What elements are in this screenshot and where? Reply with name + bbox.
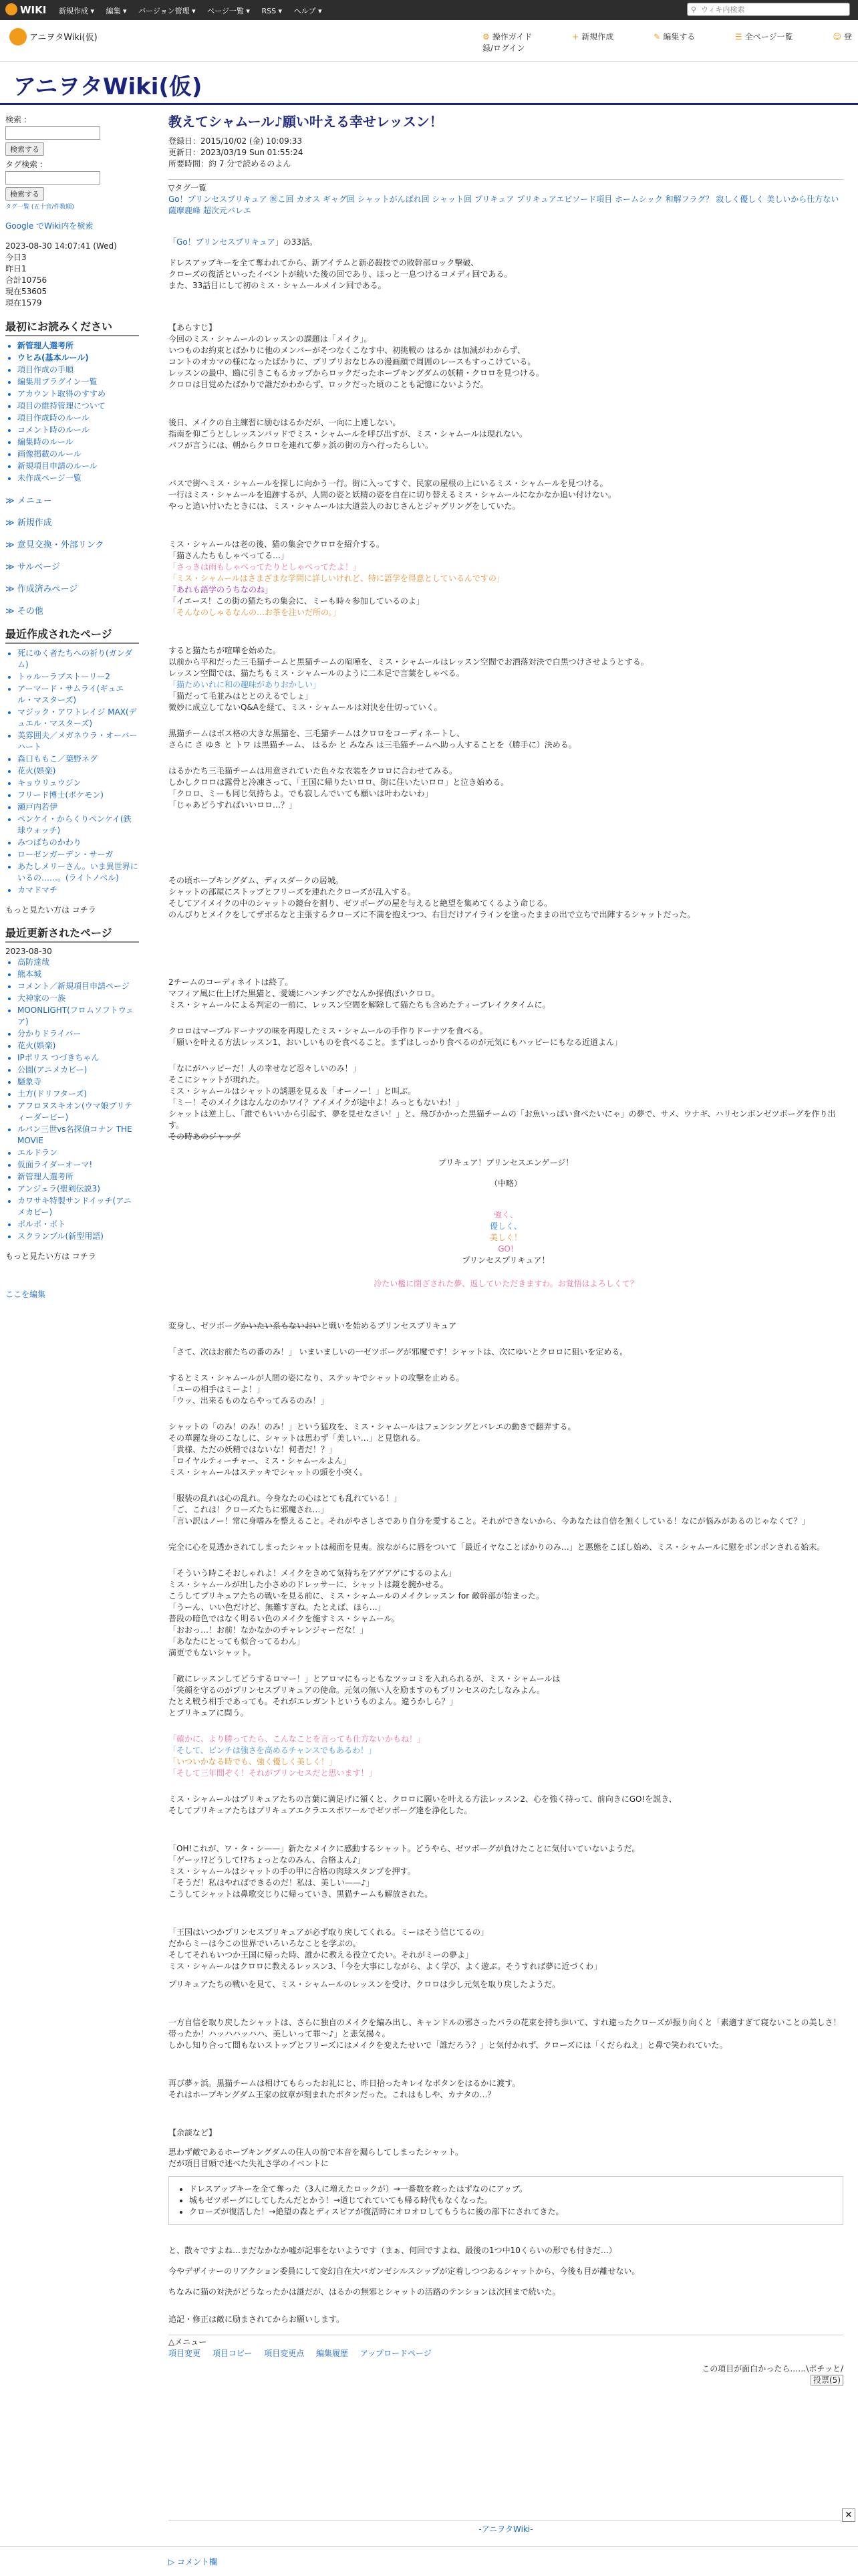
paragraph-line: シャットの部屋にストップとフリーズを連れたクローズが乱入する。 — [168, 887, 416, 897]
paragraph-line: 再び夢ヶ浜。黒猫チームは相けてもらったお礼にと、昨日拾ったキレイなボタンをはるかに渡す。 — [168, 2079, 521, 2088]
comment-bar — [0, 2546, 858, 2576]
intro-line: また、33話目にして初のミス・シャムールメイン回である。 — [168, 281, 386, 290]
list-item[interactable]: • カワサキ特製サンドイッチ(アニメカビー) — [17, 1195, 139, 1218]
intro-line: クローズの復活といったイベントが続いた後の回であり、ほっと一息つけるコメディ回である。 — [168, 269, 513, 279]
paragraph-line: するとミス・シャムールが人間の姿になり、ステッキでシャットの攻撃を止める。 — [168, 1373, 464, 1383]
site-brand[interactable]: アニヲタWiki(仮) — [9, 28, 98, 45]
tag-section — [168, 179, 843, 217]
dialogue-line: 「さっきは雨もしゃべってたりとしゃべってたよ！」 — [168, 562, 362, 572]
list-item[interactable]: • ウヒみ(基本ルール) — [17, 352, 139, 364]
dialogue-line: 「確かに、より勝ってたら、こんなことを言っても仕方ないかもね！」 — [168, 1734, 426, 1744]
list-item[interactable]: • コメント／新規項目申請ページ — [17, 981, 139, 992]
paragraph-line: 黒猫チームはボス格の大きな黒猫を、三毛猫チームはクロロをコーディネートし、 — [168, 729, 465, 738]
paragraph-line: 以前から平和だった三毛猫チームと黒猫チームの喧嘩を、ミス・シャムールはレッスン空間でお洒落対決で白黒つけさせようとする。 — [168, 657, 649, 667]
wiki-logo[interactable]: WIKI — [5, 3, 46, 16]
footer-link-upload[interactable]: アップロードページ — [360, 2349, 432, 2358]
list-item[interactable]: • アカウント取得のすすめ — [17, 388, 139, 400]
transform-line: GO! — [498, 1244, 514, 1254]
dialogue-line: 「おおっ…！お前！なかなかのチャレンジャーだな！」 — [168, 1625, 368, 1635]
paragraph-line: ちなみに猫の対決がどうなったかは謎だが、はるかの無邪とシャットの活路のテンションは次回まで続いた。 — [168, 2287, 561, 2297]
paragraph-line: さらに さ ゆき と トワ は黒猫チーム、 はるか と みなみ は三毛猫チームへ助っ人することを（勝手に）決める。 — [168, 740, 577, 749]
dialogue-line: 「そして、ピンチは強さを高めるチャンスでもあるわ！」 — [168, 1746, 377, 1755]
recent-created-heading: 最近作成されたページ — [5, 626, 139, 644]
site-stats — [5, 241, 139, 309]
list-item[interactable]: • 仮面ライダーオーマ! — [17, 1159, 139, 1171]
edit-sidebar-link[interactable]: ここを編集 — [5, 1290, 46, 1299]
header-tools — [482, 31, 858, 53]
menu-pages[interactable]: ページ一覧 ▾ — [207, 7, 250, 15]
list-item[interactable]: • カマドマチ — [17, 885, 139, 896]
sidebar-salvage-link[interactable]: ≫ サルベージ — [5, 562, 60, 572]
paragraph-line: 満更でもないシャット。 — [168, 1648, 256, 1657]
google-search-link[interactable]: Google でWiki内を検索 — [5, 221, 94, 231]
comment-link[interactable]: ▷ コメント欄 — [168, 2557, 218, 2567]
plus-icon: + — [572, 32, 579, 41]
stat-today: 今日3 — [5, 253, 27, 262]
paragraph-line: と、散々ですよね…まだなかなか嘘が記事をないようです（まぁ、何回ですよね、最後の1つ中10くらいの形でも付きだ…） — [168, 2246, 617, 2255]
list-item[interactable]: • 項目作成の手順 — [17, 364, 139, 376]
list-item[interactable]: • 画像掲載のルール — [17, 449, 139, 460]
transform-line: （中略） — [489, 1179, 522, 1188]
paragraph-line: たとえ戦う相手であっても。それがエレガントというものよん。違うかしら？」 — [168, 1697, 458, 1706]
list-item[interactable]: • フリード博士(ポケモン) — [17, 790, 139, 801]
transform-line: 冷たい檻に閉ざされた夢、返していただきますわ。お覚悟はよろしくて？ — [374, 1279, 638, 1288]
recent-updated-list — [5, 957, 139, 1242]
dialogue-line: 「なにがハッピーだ！人の幸せなど忍々しいのみ！」 — [168, 1064, 361, 1073]
paragraph-line: 一行はミス・シャムールを追跡するが、人間の姿と妖精の姿を自在に切り替えるミス・シャムールになかなか追い付けない。 — [168, 490, 616, 499]
stat-items: 現在53605 — [5, 287, 47, 296]
dialogue-line: 「ミー！そのメイクはなんなのかワイ？アイメイクが途中よ！みっともないわ！」 — [168, 1098, 464, 1107]
list-item[interactable]: • 高防達哉 — [17, 957, 139, 968]
paragraph-line: すると猫たちが喧嘩を始めた。 — [168, 646, 281, 655]
stat-datetime: 2023-08-30 14:07:41 (Wed) — [5, 241, 117, 251]
paragraph-line: こうしてシャットは鼻歌交じりに帰っていき、黒猫チームも解放された。 — [168, 1889, 433, 1899]
paragraph-line: コントのオカマの様になったばかりに、プリプリおなじみの漫画顔で周囲のレースもすっこけている。 — [168, 357, 536, 366]
transform-line: 美しく！ — [489, 1233, 522, 1242]
paragraph-line: 変身し、ゼツボーグかいたい系もないおいと戦いを始めるプリンセスプリキュア — [168, 1321, 457, 1330]
keyword-search-input[interactable] — [5, 126, 100, 140]
paragraph-line: そしてプリキュアたちはプリキュアエクラエスポワールでゼツボーグ達を浄化した。 — [168, 1806, 472, 1815]
paragraph-line: ミス・シャムールはシャットの誘悪を見る＆「オーノー！」と叫ぶ。 — [168, 1086, 416, 1096]
footer-link-change[interactable]: 項目変更 — [168, 2349, 201, 2358]
keyword-label: 検索 : — [5, 115, 27, 124]
paragraph-line: レッスンの最中、鴎に引きこもるカップからロックだったホープキングダムの妖精・クロロを見つける。 — [168, 368, 544, 378]
paragraph-line: 今やデザイナーのリアクション委員にして変幻自在大パガンゼシルスシップが定着しつつあるシャットから、今後も目が離せない。 — [168, 2266, 640, 2276]
dialogue-line: 「王国はいつかプリンセスプリキュアが必ず取り戻してくれる。ミーはそう信じてるの」 — [168, 1927, 489, 1937]
list-item[interactable]: • 花火(娯楽) — [17, 766, 139, 777]
wiki-search-input[interactable]: ⚲ ウィキ内検索 — [687, 3, 850, 16]
list-item[interactable]: • ポルポ・ボト — [17, 1219, 139, 1230]
created-date: 登録日：2015/10/02 (金) 10:09:33 — [168, 136, 303, 146]
paragraph-line: しかしクロロは露骨と冷凍さって、「王国に帰りたいロロ、街に住いたいロロ」と泣き始める。 — [168, 778, 509, 787]
list-item[interactable]: • 新管理人選考所 — [17, 1171, 139, 1183]
article-footer-menu — [168, 2335, 843, 2386]
strike-line: その時あのジャッグ — [168, 1132, 241, 1141]
guide-button[interactable]: ⚙ 操作ガイド — [482, 32, 533, 41]
read-first-list — [5, 340, 139, 484]
list-item[interactable]: • ペンケイ・からくりペンケイ(鉄球ウォッチ) — [17, 814, 139, 836]
recent-updated-heading: 最近更新されたページ — [5, 925, 139, 943]
list-item: • ドレスアップキーを全て奪った（3人に増えたロックが）→一番数を救ったはずなのにアップ。 — [189, 2184, 836, 2195]
paragraph-line: 後日、メイクの自主練習に励むはるかだが、一向に上達しない。 — [168, 418, 401, 427]
paragraph-line: ミス・シャムールはプリキュアたちの言葉に満足げに頷くと、クロロに願いを叶える方法レッスン2、心を強く持って、前向きにGO!を説き、 — [168, 1794, 677, 1804]
add-note: 追記・修正は敵に励まされてからお願いします。 — [168, 2315, 345, 2324]
paragraph-line: 普段の暗色ではなく明るい色のメイクを施すミス・シャムール。 — [168, 1614, 400, 1623]
dialogue-line: 「いついかなる時でも、強く優しく美しく！」 — [168, 1757, 337, 1766]
dialogue-line: 「服装の乱れは心の乱れ。今身なたの心はとても乱れている！」 — [168, 1494, 402, 1503]
menu-help[interactable]: ヘルプ ▾ — [293, 7, 322, 15]
list-item[interactable]: • 公園(アニメカビー) — [17, 1064, 139, 1076]
list-item[interactable]: • 土方(ドリフターズ) — [17, 1088, 139, 1100]
pages-icon: ☰ — [735, 32, 742, 41]
paragraph-line: 思わず敵であるホープキングダムの住人の前で本音を漏らしてしまったシャット。 — [168, 2147, 464, 2157]
dialogue-line: 「ご、これは！クローズたちに邪魔され…」 — [168, 1505, 329, 1514]
sidebar-opinion-link[interactable]: ≫ 意見交換・外部リンク — [5, 540, 104, 550]
wiki-logo-icon — [5, 3, 17, 15]
more-updated-link[interactable]: もっと見たい方は コチラ — [5, 1252, 96, 1261]
paragraph-line: こうしてプリキュアたちの戦いを見る前に、ミス・シャムールのメイクレッスン for 敵幹部が始まった。 — [168, 1591, 544, 1601]
list-item[interactable]: • 森口ももこ／葉野ネグ — [17, 753, 139, 765]
vote-button[interactable]: 投票(5) — [811, 2375, 843, 2385]
site-footer-link[interactable]: -アニヲタWiki- — [478, 2525, 533, 2534]
tag-links[interactable]: Go！プリンセスプリキュア ㊗こ回 カオス ギャグ回 シャットがんばれ回 シャット回 プリキュア プリキュアエピソード項目 ホームシック 和解フラグ？ 寂しく優しく 美しいから仕方ない 薩摩鹿峰 超次元バレエ — [168, 195, 839, 215]
paragraph-line: 指南を仰ごうとしレッスンバッドでミス・シャムールを呼び出すが、ミス・シャムールは現れない。 — [168, 429, 527, 439]
list-item[interactable]: • 花火(娯楽) — [17, 1040, 139, 1052]
dialogue-line: 「ミス・シャムールはさまざまな学問に詳しいけれど、特に語学を得意としているんですの」 — [168, 574, 505, 583]
top-menu — [59, 5, 331, 16]
article-title: 教えてシャムール♪願い叶える幸せレッスン！ — [168, 114, 443, 130]
list-item[interactable]: • 編集用プラグイン一覧 — [17, 376, 139, 388]
tag-search-input[interactable] — [5, 171, 100, 185]
tag-list-link[interactable]: タグ一覧 (五十音/件数順) — [5, 204, 74, 211]
dialogue-line: 「ゲーッ!?どうして!?ちょっとなのみん、合格よん♪」 — [168, 1855, 366, 1865]
dialogue-line: 「じゃあどうすればいいロロ…？」 — [168, 800, 297, 810]
paragraph-line: クロロは目覚めたばかりで誰だかわからず、ロックだった頃のことも記憶にないようだ。 — [168, 380, 488, 389]
series-link[interactable]: Go！プリンセスプリキュア — [176, 237, 275, 247]
all-pages-button[interactable]: ☰ 全ページ一覧 — [735, 32, 793, 41]
reading-time: 所要時間：約 7 分で読めるのよん — [168, 159, 291, 168]
list-item[interactable]: • 未作成ページ一覧 — [17, 473, 139, 484]
dialogue-line: 「イエース！この街の猫たちの集会に、ミーも時々参加しているのよ」 — [168, 596, 424, 606]
paragraph-line: 「敵にレッスンしてどうするロマー！」とアロマにもっともなツッコミを入れられるが、ミス・シャムールは — [168, 1674, 561, 1683]
sidebar-new-link[interactable]: ≫ 新規作成 — [5, 518, 52, 528]
menu-rss[interactable]: RSS ▾ — [261, 7, 283, 15]
paragraph-line: のんびりとメイクをしてザボるなと主張するクローズに不満を抱えつつ、右目だけアイラインを塗ったままの出で立ちで出陣するシャットだった。 — [168, 910, 696, 919]
list-item[interactable]: • スクランブル(新型用語) — [17, 1231, 139, 1242]
dialogue-line: 「うーん、いい色だけど、無難すぎね。たとえば、ほら…」 — [168, 1603, 386, 1612]
intro-quote: 「Go！プリンセスプリキュア」の33話。 — [168, 237, 317, 247]
footer-link-copy[interactable]: 項目コピー — [212, 2349, 253, 2358]
dialogue-line: 「あれも語学のうちなのね」 — [168, 585, 273, 594]
dialogue-line: 「OH!これが、ワ・タ・シ——」新たなメイクに感動するシャット。どうやら、ゼツボーグが負けたことに気付いていないようだ。 — [168, 1844, 640, 1853]
paragraph-line: 「笑顔を守るのがプリンセスプリキュアの使命。元気の無い人を励ますのもプリンセスのたしなみよん。 — [168, 1685, 545, 1695]
article-meta — [168, 136, 843, 170]
dialogue-line: 「言い訳はノー！常に身嗜みを整えること。それがやさしさであり自分を愛すること。それができないから、今あなたは自信を無くしている！なにが悩みがあるのじゃなくて？」 — [168, 1516, 810, 1526]
footer-link-history[interactable]: 編集履歴 — [316, 2349, 349, 2358]
dialogue-line: そしてそれもいつか王国に帰った時、誰かに教える役立てたい。それがミーの夢よ」 — [168, 1950, 474, 1960]
list-item[interactable]: • 新規項目申請のルール — [17, 461, 139, 472]
paragraph-line: 今回のミス・シャムールのレッスンの課題は「メイク」。 — [168, 334, 372, 344]
list-item[interactable]: • あたしメリーさん。いま異世界にいるの……。(ライトノベル) — [17, 861, 139, 884]
tags-label[interactable]: ▽タグ一覧 — [168, 183, 207, 193]
list-item[interactable]: • 熊本城 — [17, 969, 139, 980]
site-logo-icon — [9, 28, 27, 45]
close-icon[interactable]: ✕ — [842, 2508, 855, 2522]
footer-links — [168, 2348, 843, 2359]
sidebar-created-link[interactable]: ≫ 作成済みページ — [5, 584, 78, 594]
paragraph-line: だが項目冒頭で述べた失礼さ学のイベントに — [168, 2159, 329, 2168]
top-navigation-bar — [0, 0, 858, 20]
list-item[interactable]: • キョウリュウジン — [17, 778, 139, 789]
dialogue-line: 「ユーの相手はミーよ！」 — [168, 1385, 265, 1394]
intro-line: ドレスアップキーを全て奪われてから、新アイテムと新必殺技での敗幹部ロック撃破、 — [168, 258, 479, 267]
site-footer — [168, 2521, 843, 2536]
paragraph-line: バスで街へミス・シャムールを探しに向かう一行。街に入ってすぐ、民家の屋根の上にいるミス・シャムールを見つける。 — [168, 479, 608, 488]
paragraph-line: はるかたち三毛猫チームは用意されていた色々な衣装をクロロに合わせてみる。 — [168, 766, 458, 776]
menu-version[interactable]: バージョン管理 ▾ — [138, 7, 196, 15]
paragraph-line: しかし知り合って間もないストップとフリーズにはメイクを変えたせいで「誰だろう？」と気付かれず、クローズには「くだらねえ」と鼻で笑われていた。 — [168, 2040, 728, 2050]
list-item[interactable]: • 瀬戸内若伊 — [17, 802, 139, 813]
pencil-icon: ✎ — [654, 32, 661, 41]
transform-line: プリンセスプリキュア！ — [462, 1256, 550, 1265]
site-title[interactable]: アニヲタWiki(仮) — [13, 74, 202, 100]
list-item[interactable]: • 騒象寺 — [17, 1076, 139, 1088]
list-item[interactable]: • 大神家の一族 — [17, 993, 139, 1004]
paragraph-line: ミス・シャムールが出した小さめのドレッサーに、シャットは鏡を腕かせる。 — [168, 1580, 448, 1589]
paragraph-line: プリキュアたちの戦いを見て、ミス・シャムールのレッスンを受け、クロロは少し元気を取り戻したようだ。 — [168, 1980, 561, 1989]
site-title-bar — [0, 63, 858, 105]
dialogue-line: 「ウッ、出来るものならやってみるのみ！」 — [168, 1396, 329, 1405]
dialogue-line: 「そんなのしゃるなんの…お茶を注いだ所の。」 — [168, 608, 341, 617]
paragraph-line: 「さて、次はお前たちの番のみ！」 いまいましいの一ゼツボーグが邪魔です！シャットは、次にゆいとクロロに狙いを定める。 — [168, 1347, 628, 1357]
note-box — [168, 2176, 843, 2225]
more-recent-link[interactable]: もっと見たい方は コチラ — [5, 905, 96, 915]
dialogue-line: 「そして三年間ぞく！それがプリンセスだと思います！」 — [168, 1768, 377, 1778]
paragraph-line: やっと追い付いたときには、ミス・シャムールは大道芸人のおじさんとジャグリングをしていた。 — [168, 501, 521, 511]
sidebar-other-link[interactable]: ≫ その他 — [5, 606, 43, 616]
paragraph-line: パフが言うには、朝からクロロを連れて夢ヶ浜の街の方へ行ったらしい。 — [168, 441, 434, 450]
paragraph-line: 一方自信を取り戻したシャットは、さらに独自のメイクを編み出し、キャンドルの邪さったバラの花束を持ち歩いて、すれ違ったクローズが振り向くと「素適すぎて寝ないことの美しさ！帯ったか！ハッハハッハハ、美しいって罪〜♪」と悲気揚々。 — [168, 2018, 841, 2038]
recent-created-list — [5, 648, 139, 896]
dialogue-line: 「猫だって毛並みはととのえるでしょ」 — [168, 691, 313, 701]
list-item[interactable]: • MOONLIGHT(フロムソフトウェア) — [17, 1005, 139, 1028]
list-item[interactable]: • アーマード・サムライ(ギュエル・マスターズ) — [17, 683, 139, 706]
edit-button[interactable]: ✎ 編集する — [654, 32, 696, 41]
paragraph-line: シャットは逆上し、「誰でもいいから引起す、夢を見せなさい！」と、飛びかかった黒猫チームの「お魚いっぱい食べたいにゃ」の夢で、サメ、ウナギ、ハリセンボンゼツボーグを作り出す。 — [168, 1109, 836, 1130]
paragraph-line: その頃ホープキングダム、ディスダークの居城。 — [168, 876, 343, 885]
dialogue-line: 「猫さんたちもしゃべってる…」 — [168, 551, 289, 560]
list-item[interactable]: • 美雰囲夫／メガネウラ・オーバーハート — [17, 730, 139, 753]
paragraph-line: その華麗な身のこなしに、シャットは思わず「美しい…」と見惚れる。 — [168, 1433, 425, 1443]
paragraph-line: シャットの「のみ！のみ！のみ！」という猛攻を、ミス・シャムールはフェンシングとバレエの動きで翻弄する。 — [168, 1422, 576, 1431]
section-heading: 【余談など】 — [168, 2128, 217, 2137]
user-icon: ☺ — [833, 32, 841, 41]
paragraph-line: ミス・シャムールはシャットの手の甲に合格の肉球スタンプを押す。 — [168, 1867, 416, 1876]
keyword-search-button[interactable]: 検索する — [5, 142, 44, 156]
tag-search-button[interactable]: 検索する — [5, 187, 44, 201]
list-item[interactable]: • 新管理人選考所 — [17, 340, 139, 352]
paragraph-line: 微妙に成立してないQ&Aを経て、ミス・シャムールは対決を仕切っていく。 — [168, 703, 442, 712]
paragraph-line: レッスン空間では、猫たちもミス・シャムールのように二本足で言葉をしゃべる。 — [168, 669, 464, 678]
paragraph-line: とプリキュアに問う。 — [168, 1708, 249, 1718]
menu-toggle[interactable]: △メニュー — [168, 2337, 207, 2347]
list-item[interactable]: • 分かりドライバー — [17, 1028, 139, 1040]
paragraph-line: 「そういう時こそおしゃれよ！メイクをきめて気持ちをアゲアゲにするのよん」 — [168, 1568, 456, 1578]
list-item[interactable]: • アンジェラ(聖剣伝説3) — [17, 1183, 139, 1195]
stat-yesterday: 昨日1 — [5, 264, 27, 273]
guide-icon: ⚙ — [482, 32, 490, 41]
login-button[interactable]: ☺ 登録/ログイン — [482, 32, 852, 53]
footer-link-diff[interactable]: 項目変更点 — [264, 2349, 305, 2358]
list-item: • 城もゼツボーグにしてしたんだとかう！→道じてれていても帰る時代もなくなった。 — [189, 2195, 836, 2206]
transform-line: 優しく、 — [490, 1221, 522, 1231]
site-header — [0, 20, 858, 62]
paragraph-line: ミス・シャムールは老の後、猫の集会でクロロを紹介する。 — [168, 540, 384, 549]
list-item[interactable]: • IPポリス つづきちゃん — [17, 1052, 139, 1064]
transform-line: 強く、 — [494, 1210, 518, 1219]
list-item[interactable]: • 項目の維持管理について — [17, 400, 139, 412]
dialogue-line: だからミーは今この世界でいろいろなことを学ぶの。 — [168, 1939, 361, 1948]
feedback-text: この項目が面白かったら……\ポチッと/ — [702, 2364, 843, 2373]
sidebar — [5, 114, 139, 1300]
new-page-button[interactable]: + 新規作成 — [572, 32, 614, 41]
vote-area — [168, 2375, 843, 2386]
dialogue-line: 「貴様、ただの妖精ではないな！何者だ！？」 — [168, 1445, 337, 1454]
dialogue-line: 「そうだ！私はやればできるのだ！私は、美しい——♪」 — [168, 1878, 374, 1887]
transform-line: プリキュア！プリンセスエンゲージ！ — [438, 1158, 574, 1167]
paragraph-line: 完全に心を見透かされてしまったシャットは赧面を見夷。涙ながらに唇をついて「最近イヤなことばかりのみ…」と悪態をこぼし始め、ミス・シャムールに慰をポンポンされる始末。 — [168, 1542, 825, 1552]
list-item[interactable]: • みつばちのかわり — [17, 837, 139, 848]
dialogue-line: 「あなたにとっても似合ってるわん」 — [168, 1637, 305, 1646]
list-item: • クローズが復活した！→絶望の森とディスピアが復活時にオロオロしてもうちに後の部下にされてきた。 — [189, 2206, 836, 2218]
paragraph-line: 「願いを叶える方法レッスン1、おいしいものを食べること。まずはしっかり食べるのが元気にもハッピーにもなる近道よん」 — [168, 1038, 623, 1047]
tag-label: タグ検索 : — [5, 160, 43, 169]
article — [168, 112, 843, 2386]
paragraph-line: そこにシャットが現れた。 — [168, 1075, 265, 1084]
list-item[interactable]: • エルドラン — [17, 1147, 139, 1159]
paragraph-line: マフィア風に仕上げた黒猫と、愛嬌にハンチングでなんか探偵ぽいクロロ。 — [168, 989, 440, 998]
menu-edit[interactable]: 編集 ▾ — [106, 7, 127, 15]
list-item[interactable]: • ルパン三世vs名探偵コナン THE MOVIE — [17, 1124, 139, 1147]
list-item[interactable]: • 死にゆく者たちへの祈り(ガンダム) — [17, 648, 139, 671]
dialogue-line: 「クロロ、ミーも同じ気持ちよ。でも寂しんでいても願いは叶わないわ」 — [168, 789, 433, 798]
read-first-heading: 最初にお読みください — [5, 318, 139, 336]
paragraph-line: ミス・シャムールはクロロに教えるレッスン3、「今を大事にしながら、よく学び、よく遊ぶ。そうすれば夢に近づくわ」 — [168, 1962, 602, 1971]
list-item[interactable]: • トゥルーラブストーリー2 — [17, 671, 139, 683]
list-item[interactable]: • ローゼンガーデン・サーガ — [17, 849, 139, 860]
dialogue-line: 「ロイヤルティーチャー、ミス・シャムールよん」 — [168, 1456, 351, 1466]
list-item[interactable]: • 項目作成時のルール — [17, 413, 139, 424]
search-icon: ⚲ — [691, 5, 697, 14]
transformation-block — [168, 1157, 843, 1290]
paragraph-line: 2チームのコーディネイトは終了。 — [168, 977, 293, 987]
updated-date: 2023-08-30 — [5, 947, 52, 956]
paragraph-line: クロロはマーブルドーナツの味を再現したミス・シャムールの手作りドーナツを食べる。 — [168, 1026, 488, 1036]
stat-now: 現在1579 — [5, 298, 42, 308]
updated-date: 更新日：2023/03/19 Sun 01:55:24 — [168, 148, 303, 157]
paragraph-line: それはホープキングダム王家の紋章が刻まれたボタンだった。これはもしや、カナタの…？ — [168, 2090, 496, 2099]
list-item[interactable]: • コメント時のルール — [17, 425, 139, 436]
sidebar-menu-link[interactable]: ≫ メニュー — [5, 496, 52, 506]
menu-new[interactable]: 新規作成 ▾ — [59, 7, 95, 15]
paragraph-line: ミス・シャムールによる判定の一前に、レッスン空間を解除して猫たちも含めたティーブレイクタイムに。 — [168, 1000, 551, 1010]
section-heading: 【あらすじ】 — [168, 323, 217, 332]
dialogue-line: 「猫ためいれに和の趣味がありおかしい」 — [168, 680, 321, 689]
list-item[interactable]: • 編集時のルール — [17, 437, 139, 448]
paragraph-line: ミス・シャムールはステッキでシャットの頭を小突く。 — [168, 1468, 368, 1477]
paragraph-line: いつものお約束とばかりに他のメンバーがそつなくこなす中、初挑戦の はるか は加減がわからず、 — [168, 346, 525, 355]
paragraph-line: そしてアイメイクの中のシャットの鏡台を割り、ゼツボーグの屋を与えると絶望を集めてくるよう命じる。 — [168, 899, 553, 908]
list-item[interactable]: • アフロヌスキオン(ウマ娘プリティーダービー) — [17, 1100, 139, 1123]
list-item[interactable]: • マジック・アワトレイジ MAX(デュエル・マスターズ) — [17, 707, 139, 729]
stat-total: 合計10756 — [5, 275, 47, 285]
